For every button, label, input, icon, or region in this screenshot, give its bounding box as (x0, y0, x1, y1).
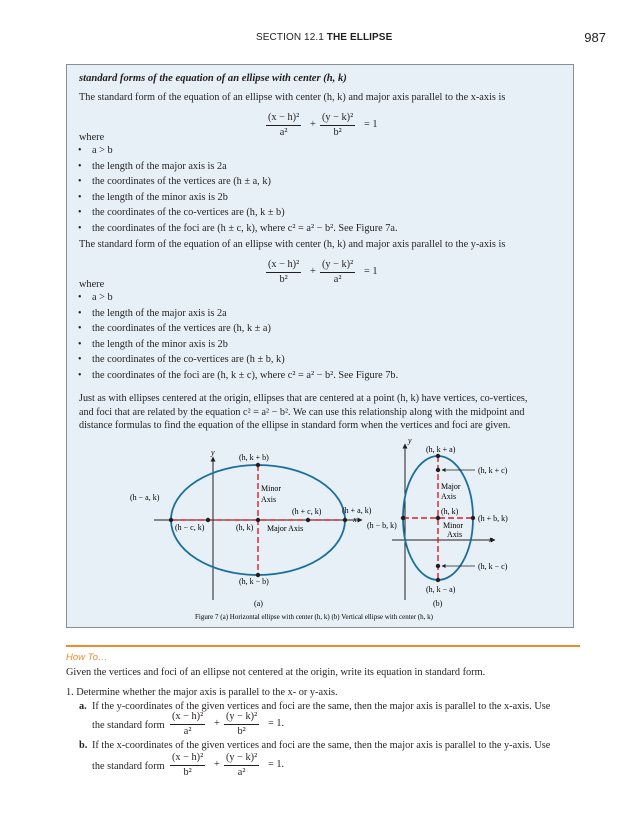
fraction: $\frac{\text{(y − k)²}}{\text{a²}}$ (322, 259, 354, 285)
left-vertex-label: (h − a, k) (130, 493, 160, 502)
y-axis-label: y (211, 448, 215, 457)
left-covertex-label: (h − b, k) (367, 521, 397, 530)
page-header (0, 32, 630, 48)
bottom-focus-point (436, 564, 440, 568)
how-to-intro: Given the vertices and foci of an ellipse not centered at the origin, write its equation in standard form. (66, 667, 486, 678)
step-b-text: If the x-coordinates of the given vertices and foci are the same, then the major axis is parallel to the y-axis. Use (92, 740, 551, 751)
bottom-vertex-point (436, 578, 440, 582)
bullet-item: • the coordinates of the co-vertices are (h, k ± b) (92, 206, 285, 219)
section-divider (66, 645, 580, 647)
fraction: $\frac{\text{(y − k)²}}{\text{b²}}$ (322, 112, 354, 138)
minor-axis-label: Axis (261, 495, 277, 504)
right-covertex-label: (h + b, k) (478, 514, 508, 523)
bullet-item: • a > b (92, 291, 113, 304)
major-axis-label: Major (441, 482, 461, 491)
intro-x-axis: The standard form of the equation of an ellipse with center (h, k) and major axis parallel to the x-axis is (79, 92, 506, 103)
bottom-vertex-label: (h, k − a) (426, 585, 456, 594)
where-label: where (79, 279, 105, 290)
bullet-item: • the length of the minor axis is 2b (92, 338, 228, 351)
minor-axis-label: Minor (261, 484, 281, 493)
bullet-item: • the coordinates of the vertices are (h, k ± a) (92, 322, 271, 335)
right-vertex-label: (h + a, k) (342, 506, 372, 515)
fraction: $\frac{\text{(x − h)²}}{\text{a²}}$ (268, 112, 300, 138)
where-label: where (79, 132, 105, 143)
step-b-label: b. (79, 740, 88, 751)
bullet-item: • the length of the minor axis is 2b (92, 191, 228, 204)
center-label: (h, k) (236, 523, 254, 532)
top-vertex-point (436, 454, 440, 458)
figure-b (367, 436, 508, 608)
page-number: 987 (584, 30, 606, 45)
right-covertex-point (471, 516, 475, 520)
bullet-item: • the coordinates of the foci are (h ± c, k), where c² = a² − b². See Figure 7a. (92, 222, 398, 235)
panel-label-b: (b) (433, 599, 443, 608)
right-vertex-point (343, 518, 347, 522)
minor-axis-label: Minor (443, 521, 463, 530)
bottom-focus-label: (h, k − c) (478, 562, 508, 571)
how-to-label: How To… (66, 652, 108, 663)
step-1: 1. Determine whether the major axis is parallel to the x- or y-axis. (66, 687, 338, 698)
fraction: $\frac{\text{(x − h)²}}{\text{b²}}$ (268, 259, 300, 285)
center-point (256, 518, 260, 522)
fraction: $\frac{\text{(x − h)²}}{\text{b²}}$ (172, 752, 204, 778)
top-focus-point (436, 468, 440, 472)
bullet-item: • a > b (92, 144, 113, 157)
figure-7 (66, 436, 574, 631)
center-point (436, 516, 440, 520)
left-vertex-point (169, 518, 173, 522)
step-a-text: If the y-coordinates of the given vertices and foci are the same, then the major axis is parallel to the x-axis. Use (92, 701, 551, 712)
left-covertex-point (401, 516, 405, 520)
intro-y-axis: The standard form of the equation of an ellipse with center (h, k) and major axis parallel to the y-axis is (79, 239, 506, 250)
fraction: $\frac{\text{(y − k)²}}{\text{a²}}$ (226, 752, 258, 778)
top-vertex-point (256, 463, 260, 467)
minor-axis-label: Axis (447, 530, 463, 539)
section-heading: SECTION 12.1 THE ELLIPSE (256, 32, 393, 43)
bullet-item: • the length of the major axis is 2a (92, 160, 227, 173)
major-axis-label: Major Axis (267, 524, 304, 533)
step-a-form: the standard form (92, 720, 165, 731)
x-axis-label: x (353, 515, 357, 524)
paragraph: Just as with ellipses centered at the origin, ellipses that are centered at a point (h, k) have vertices, co-vertices, and foci that are related by the equation c² = a² − b². We can use this relationship along with the midpoint and distance formulas to find the equation of the ellipse in standard form when the vertices and foci are given. (79, 393, 528, 431)
bullet-item: • the coordinates of the vertices are (h ± a, k) (92, 175, 271, 188)
bullet-item: • the length of the major axis is 2a (92, 307, 227, 320)
right-focus-label: (h + c, k) (292, 507, 322, 516)
bottom-vertex-label: (h, k − b) (239, 577, 269, 586)
fraction: $\frac{\text{(y − k)²}}{\text{b²}}$ (226, 711, 258, 737)
top-focus-label: (h, k + c) (478, 466, 508, 475)
bullet-item: • the coordinates of the co-vertices are (h ± b, k) (92, 353, 285, 366)
fraction: $\frac{\text{(x − h)²}}{\text{a²}}$ (172, 711, 204, 737)
bullet-item: • the coordinates of the foci are (h, k ± c), where c² = a² − b². See Figure 7b. (92, 369, 398, 382)
top-vertex-label: (h, k + a) (426, 445, 456, 454)
box-title: standard forms of the equation of an ellipse with center (h, k) (79, 73, 347, 84)
panel-label-a: (a) (254, 599, 263, 608)
x-axis-label: x (489, 535, 493, 544)
left-focus-point (206, 518, 210, 522)
step-a-label: a. (79, 701, 87, 712)
top-vertex-label: (h, k + b) (239, 453, 269, 462)
figure-a (130, 448, 372, 608)
center-label: (h, k) (441, 507, 459, 516)
step-b-form: the standard form (92, 761, 165, 772)
figure-caption: Figure 7 (a) Horizontal ellipse with center (h, k) (b) Vertical ellipse with center (h, k) (195, 613, 433, 621)
left-focus-label: (h − c, k) (175, 523, 205, 532)
right-focus-point (306, 518, 310, 522)
y-axis-label: y (408, 436, 412, 445)
major-axis-label: Axis (441, 492, 457, 501)
